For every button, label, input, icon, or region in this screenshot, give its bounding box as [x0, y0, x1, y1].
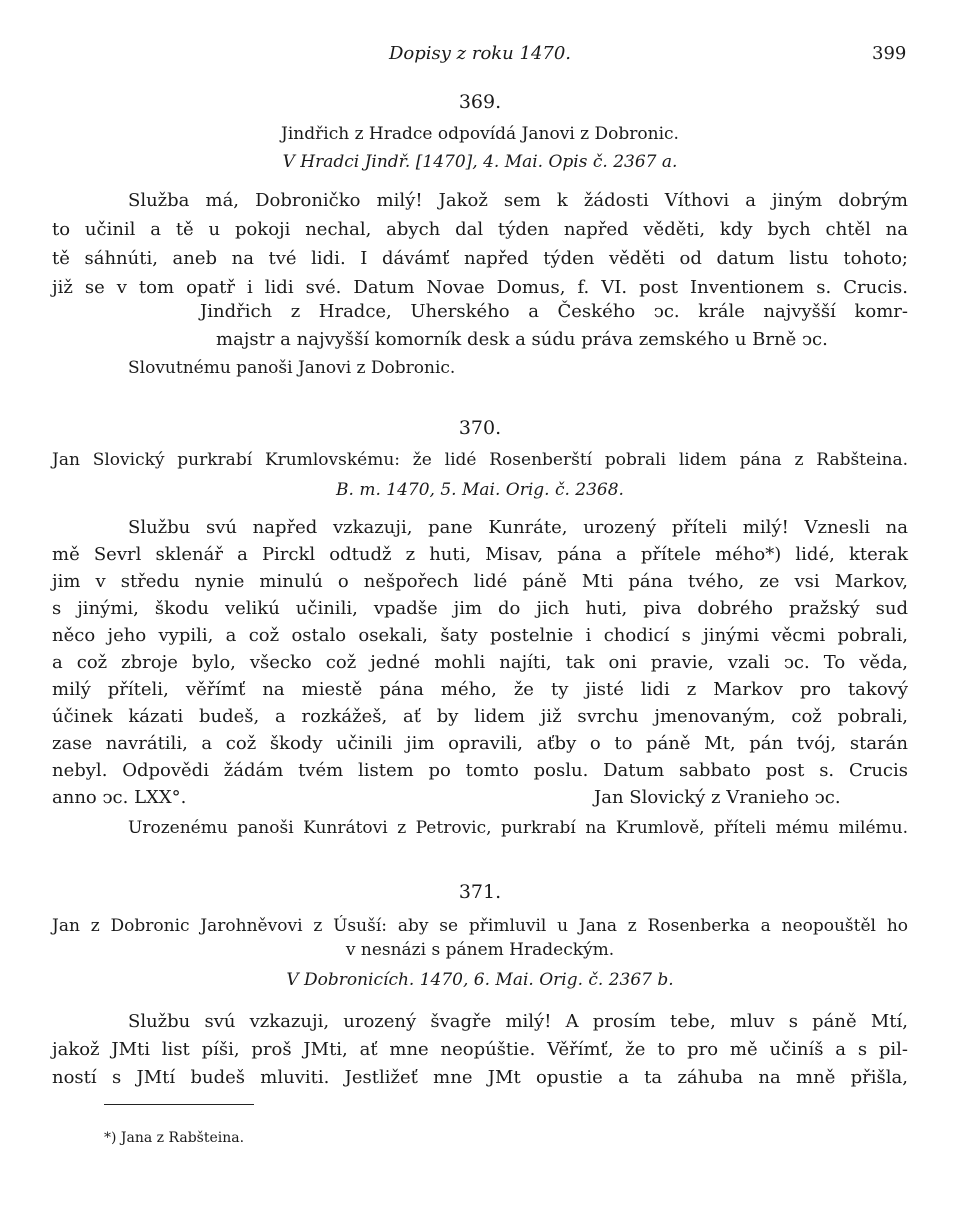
- letter-signature: Jan Slovický z Vranieho ↄc.: [594, 787, 841, 808]
- letter-body-line: již se v tom opatř i lidi své. Datum Novae Domus, f. VI. post Inventionem s. Crucis.: [52, 277, 908, 298]
- letter-body-line: mě Sevrl sklenář a Pirckl odtudž z huti, Misav, pána a přítele mého*) lidé, kterak: [52, 544, 908, 565]
- letter-body-line: Službu svú napřed vzkazuji, pane Kunráte, urozený příteli milý! Vznesli na: [128, 517, 908, 538]
- footnote: *) Jana z Rabšteina.: [104, 1130, 245, 1146]
- letter-subject: Jan Slovický purkrabí Krumlovskému: že lidé Rosenberští pobrali lidem pána z Rabšteina.: [52, 450, 908, 470]
- letter-body-line: a což zbroje bylo, všecko což jedné mohli najíti, tak oni pravie, vzali ↄc. To věda,: [52, 652, 908, 673]
- letter-subject: Jan z Dobronic Jarohněvovi z Úsuší: aby se přimluvil u Jana z Rosenberka a neopouštěl ho: [52, 916, 908, 936]
- letter-body-line: s jinými, škodu velikú učinili, vpadše jim do jich huti, piva dobrého pražský sud: [52, 598, 908, 619]
- letter-closing-date: anno ↄc. LXX°.: [52, 787, 187, 808]
- page-number: 399: [872, 43, 907, 64]
- letter-signature-line: Jindřich z Hradce, Uherského a Českého ↄc. krále najvyšší komr-: [200, 301, 908, 322]
- letter-body-line: něco jeho vypili, a což ostalo osekali, šaty postelnie i chodicí s jinými věcmi pobrali,: [52, 625, 908, 646]
- running-header-title: Dopisy z roku 1470.: [388, 43, 572, 64]
- letter-address: Slovutnému panoši Janovi z Dobronic.: [128, 358, 456, 378]
- letter-number: 370.: [458, 417, 502, 439]
- footnote-rule: [104, 1104, 254, 1105]
- letter-body-line: to učinil a tě u pokoji nechal, abych dal týden napřed věděti, kdy bych chtěl na: [52, 219, 908, 240]
- letter-subject: v nesnázi s pánem Hradeckým.: [345, 940, 615, 960]
- letter-address: Urozenému panoši Kunrátovi z Petrovic, purkrabí na Krumlově, příteli mému milému.: [128, 818, 908, 838]
- letter-body-line: ností s JMtí budeš mluviti. Jestližeť mne JMt opustie a ta záhuba na mně přišla,: [52, 1067, 908, 1088]
- letter-body-line: milý příteli, věřímť na miestě pána mého, že ty jisté lidi z Markov pro takový: [52, 679, 908, 700]
- letter-body-line: jakož JMti list píši, proš JMti, ať mne neopúštie. Věřímť, že to pro mě učiníš a s pil-: [52, 1039, 908, 1060]
- letter-body-line: nebyl. Odpovědi žádám tvém listem po tomto poslu. Datum sabbato post s. Crucis: [52, 760, 908, 781]
- letter-signature-line: majstr a najvyšší komorník desk a súdu práva zemského u Brně ↄc.: [216, 329, 828, 350]
- letter-body-line: tě sáhnúti, aneb na tvé lidi. I dávámť napřed týden věděti od datum listu tohoto;: [52, 248, 908, 269]
- letter-source: V Hradci Jindř. [1470], 4. Mai. Opis č. 2367 a.: [282, 152, 678, 172]
- letter-number: 371.: [458, 881, 502, 903]
- letter-source: V Dobronicích. 1470, 6. Mai. Orig. č. 2367 b.: [286, 970, 674, 990]
- letter-subject: Jindřich z Hradce odpovídá Janovi z Dobronic.: [281, 124, 679, 144]
- letter-source: B. m. 1470, 5. Mai. Orig. č. 2368.: [336, 480, 624, 500]
- letter-body-line: zase navrátili, a což škody učinili jim opravili, aťby o to páně Mt, pán tvój, starán: [52, 733, 908, 754]
- letter-body-line: jim v středu nynie minulú o nešpořech lidé páně Mti pána tvého, ze vsi Markov,: [52, 571, 908, 592]
- letter-body-line: Službu svú vzkazuji, urozený švagře milý! A prosím tebe, mluv s páně Mtí,: [128, 1011, 908, 1032]
- letter-body-line: účinek kázati budeš, a rozkážeš, ať by lidem již svrchu jmenovaným, což pobrali,: [52, 706, 908, 727]
- letter-number: 369.: [458, 91, 502, 113]
- letter-body-line: Služba má, Dobroničko milý! Jakož sem k žádosti Víthovi a jiným dobrým: [128, 190, 908, 211]
